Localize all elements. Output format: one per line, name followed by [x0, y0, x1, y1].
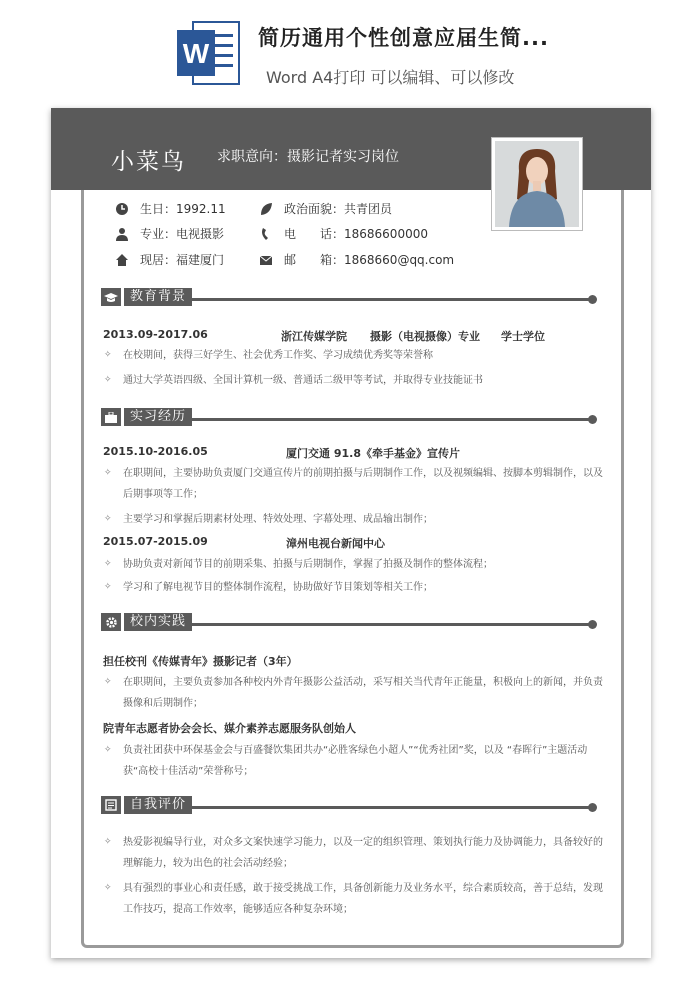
phone-icon — [259, 227, 273, 241]
edu-degree: 学士学位 — [501, 330, 545, 343]
list-item: ✧ 在校期间，获得三好学生、社会优秀工作奖、学习成绩优秀奖等荣誉称 — [104, 350, 433, 361]
profile-photo — [492, 138, 582, 230]
info-political: 政治面貌：共青团员 — [258, 200, 392, 217]
info-phone: 电 话：18686600000 — [258, 225, 428, 242]
leaf-icon — [259, 202, 273, 216]
info-email: 邮 箱：1868660@qq.com — [258, 251, 454, 268]
list-item: ✧ 热爱影视编导行业，对众多文案快速学习能力，以及一定的组织管理、策划执行能力及协调能力，具备较好的理解能力，较为出色的社会活动经验； — [104, 837, 603, 869]
section-title: 实习经历 — [124, 408, 192, 426]
list-item: ✧ 在职期间，主要协助负责厦门交通宣传片的前期拍摄与后期制作工作，以及视频编辑、按脚本剪辑制作，以及后期事项等工作； — [104, 468, 603, 500]
gear-icon — [105, 616, 118, 629]
home-icon — [115, 253, 129, 267]
info-major: 专业：电视摄影 — [114, 225, 224, 242]
job2-org: 漳州电视台新闻中心 — [286, 537, 385, 550]
document-title: 简历通用个性创意应届生简... — [258, 26, 549, 50]
list-item: ✧ 学习和了解电视节目的整体制作流程，协助做好节目策划等相关工作； — [104, 582, 433, 593]
section-title: 教育背景 — [124, 288, 192, 306]
info-residence: 现居：福建厦门 — [114, 251, 224, 268]
edu-major: 摄影（电视摄像）专业 — [370, 330, 480, 343]
mail-icon — [259, 254, 273, 266]
resume-page — [51, 108, 651, 958]
briefcase-icon — [104, 412, 118, 423]
edu-school: 浙江传媒学院 — [281, 330, 347, 343]
clock-icon — [115, 202, 129, 216]
job-intent: 求职意向：摄影记者实习岗位 — [217, 149, 399, 165]
job1-date: 2015.10-2016.05 — [103, 445, 208, 458]
edu-date: 2013.09-2017.06 — [103, 328, 208, 341]
section-self — [101, 796, 597, 814]
list-item: ✧ 通过大学英语四级、全国计算机一级、普通话二级甲等考试，并取得专业技能证书 — [104, 375, 483, 386]
list-item: ✧ 具有强烈的事业心和责任感，敢于接受挑战工作，具备创新能力及业务水平，综合素质较高，善于总结，发现工作技巧，提高工作效率，能够适应各种复杂环境； — [104, 883, 603, 915]
section-title: 校内实践 — [124, 613, 192, 631]
section-title: 自我评价 — [124, 796, 192, 814]
job2-date: 2015.07-2015.09 — [103, 535, 208, 548]
campus-role2: 院青年志愿者协会会长、媒介素养志愿服务队创始人 — [103, 722, 356, 735]
section-internship — [101, 408, 597, 426]
graduation-cap-icon — [104, 292, 118, 303]
section-campus — [101, 613, 597, 631]
info-birthday: 生日：1992.11 — [114, 200, 226, 217]
list-item: ✧ 主要学习和掌握后期素材处理、特效处理、字幕处理、成品输出制作； — [104, 514, 433, 525]
list-item: ✧ 在职期间，主要负责参加各种校内外青年摄影公益活动，采写相关当代青年正能量，积极向上的新闻，并负责摄像和后期制作； — [104, 677, 603, 709]
user-icon — [115, 227, 129, 241]
document-header — [0, 0, 700, 100]
campus-role1: 担任校刊《传媒青年》摄影记者（3年） — [103, 655, 298, 668]
list-item: ✧ 负责社团获中环保基金会与百盛餐饮集团共办“必胜客绿色小超人”“优秀社团”奖，以及 “春晖行”主题活动获“高校十佳活动”荣誉称号； — [104, 745, 588, 777]
word-icon — [175, 18, 241, 88]
job1-org: 厦门交通 91.8《牵手基金》宣传片 — [286, 447, 460, 460]
notebook-icon — [105, 799, 117, 811]
document-subtitle: Word A4打印 可以编辑、可以修改 — [266, 68, 515, 87]
word-letter: W — [182, 38, 210, 69]
candidate-name: 小菜鸟 — [111, 149, 186, 175]
portrait-image — [495, 141, 579, 227]
list-item: ✧ 协助负责对新闻节目的前期采集、拍摄与后期制作，掌握了拍摄及制作的整体流程； — [104, 559, 493, 570]
section-education — [101, 288, 597, 306]
